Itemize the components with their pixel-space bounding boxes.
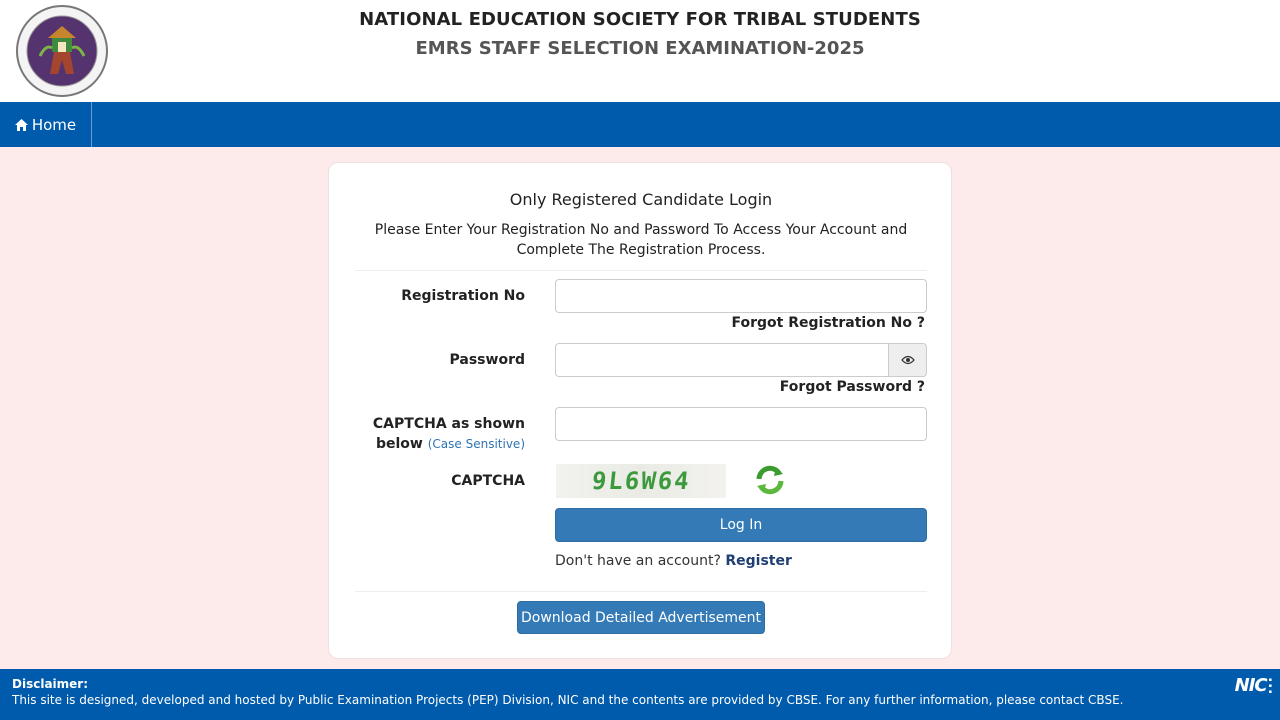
divider <box>355 591 927 592</box>
captcha-below-label: below <box>375 436 423 452</box>
nav-home-link[interactable] <box>0 102 92 147</box>
footer <box>0 669 1280 720</box>
login-button[interactable]: Log In <box>555 508 927 542</box>
password-label: Password <box>449 352 525 368</box>
forgot-registration-link[interactable]: Forgot Registration No ? <box>731 315 925 331</box>
download-advertisement-button[interactable]: Download Detailed Advertisement <box>517 601 765 634</box>
login-card <box>328 162 952 659</box>
refresh-captcha-icon[interactable] <box>753 463 787 497</box>
captcha-input-label: CAPTCHA as shown <box>372 416 525 432</box>
nic-logo <box>1235 675 1272 696</box>
divider <box>355 270 927 271</box>
registration-input[interactable] <box>555 279 927 313</box>
site-header <box>0 0 1280 102</box>
nic-logo-subtext: ▪ ▪ ▪ <box>1268 676 1272 695</box>
toggle-password-button[interactable] <box>888 343 927 377</box>
password-input[interactable] <box>555 343 889 377</box>
captcha-image <box>556 464 726 498</box>
registration-label: Registration No <box>401 288 525 304</box>
main-nav <box>0 102 1280 147</box>
captcha-label: CAPTCHA <box>451 473 525 489</box>
register-link[interactable]: Register <box>725 553 792 569</box>
forgot-password-link[interactable]: Forgot Password ? <box>779 379 925 395</box>
captcha-text: 9L6W64 <box>590 467 692 495</box>
register-prompt <box>555 553 792 569</box>
nav-home-label: Home <box>31 115 77 134</box>
disclaimer-text: This site is designed, developed and hosted by Public Examination Projects (PEP) Division, NIC and the contents are provided by CBSE. For any further information, please contact CBSE. <box>12 693 1124 707</box>
no-account-text: Don't have an account? <box>555 553 721 569</box>
eye-icon <box>901 355 915 365</box>
login-title: Only Registered Candidate Login <box>509 190 773 209</box>
home-icon <box>15 119 28 131</box>
login-description: Please Enter Your Registration No and Password To Access Your Account and Complete The Registration Process. <box>374 222 908 258</box>
captcha-input-label-line2 <box>329 436 525 452</box>
disclaimer-heading: Disclaimer: <box>12 677 89 691</box>
page-title: NATIONAL EDUCATION SOCIETY FOR TRIBAL STUDENTS <box>359 9 921 30</box>
case-sensitive-note: (Case Sensitive) <box>427 437 525 451</box>
page-subtitle: EMRS STAFF SELECTION EXAMINATION-2025 <box>415 38 865 59</box>
nic-logo-text: NIC <box>1234 675 1267 696</box>
captcha-input[interactable] <box>555 407 927 441</box>
